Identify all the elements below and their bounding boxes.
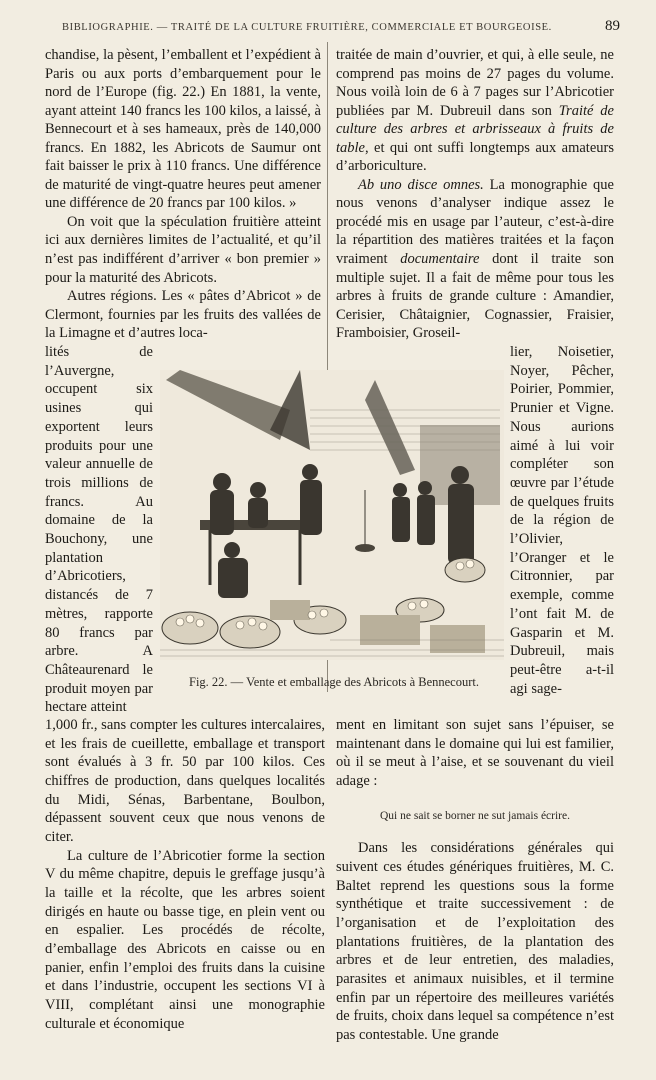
paragraph: Dans les considérations générales qui suivent ces études génériques fruitières, M. C. Baltet reprend les questions sous la forme synthétique et traite successivement : de l’organisation et de l’exploitation des plantations fruitières, de la plantation des arbres et de leur entretien, des maladies, parasites et animaux nuisibles, et il termine enfin par un répertoire des meilleures variétés de fruits, choix dans lequel sa compétence n’est pas contestable. Une grande <box>336 840 614 1043</box>
left-column <box>45 46 321 343</box>
paragraph: ment en limitant son sujet sans l’épuiser, se maintenant dans le domaine qui lui est familier, où il se meut à l’aise, et se souvenant du vieil adage : <box>336 717 614 789</box>
latin-lead: Ab uno disce omnes. <box>358 176 484 193</box>
text-run: , et qui ont suffi longtemps aux amateurs d’arboriculture. <box>336 139 614 175</box>
running-head: BIBLIOGRAPHIE. — TRAITÉ DE LA CULTURE FRUITIÈRE, COMMERCIALE ET BOURGEOISE. <box>62 22 552 33</box>
text-run: traitée de main d’ouvrier, et qui, à elle seule, ne comprend pas moins de 27 pages du volume. Nous voilà loin de 6 à 7 pages sur l’Abricotier publiées par M. Dubreuil dans son <box>336 47 614 119</box>
paragraph: 1,000 fr., sans compter les cultures intercalaires, et les frais de cueillette, emballage et transport sont évalués à 3 fr. 50 par 100 kilos. Ces chiffres de production, dans quelques localités du Midi, Sénas, Barbentane, Boulbon, dépassent souvent ceux que nous venons de citer. <box>45 717 325 845</box>
paragraph <box>336 176 614 343</box>
emphasis: documentaire <box>400 251 480 268</box>
page-header <box>36 18 620 40</box>
right-column <box>336 46 614 343</box>
paragraph: chandise, la pèsent, l’emballent et l’expédient à Paris ou aux ports d’embarquement pour le nord de l’Europe (fig. 22.) En 1881, la vente, ayant atteint 140 francs les 100 kilos, a laissé, à Bennecourt et à ses hameaux, près de 140,000 francs. En 1882, les Abricots de Saumur ont fait baisser le prix à 110 francs. Une différence de maturité de vingt-quatre heures peut amener une différence de 20 francs par 100 kilos. » <box>45 47 321 212</box>
engraving-svg <box>160 370 504 660</box>
right-wrap-text <box>510 343 614 698</box>
text-run: dont il traite son multiple sujet. Il a fait de même pour tous les arbres à fruits de grande culture : Amandier, Cerisier, Châtaignier, Cognassier, Fraisier, Framboisier, Groseil- <box>336 251 614 342</box>
book-title: Traité de culture des arbres et arbrisseaux à fruits de table <box>336 102 614 156</box>
paragraph: Autres régions. Les « pâtes d’Abricot » de Clermont, fournies par les fruits des vallées de la Limagne et d’autres loca- <box>45 288 321 342</box>
quotation: Qui ne sait se borner ne sut jamais écrire. <box>379 809 570 822</box>
paragraph: lier, Noisetier, Noyer, Pêcher, Poirier, Pommier, Prunier et Vigne. Nous aurions aimé à lui voir compléter son œuvre par l’étude de quelques fruits de la région de l’Olivier, l’Oranger et le Citronnier, par exemple, comme l’ont fait M. de Gasparin et M. Dubreuil, mais peut-être a-t-il agi sage- <box>510 344 614 697</box>
illustration-market-scene <box>160 370 504 660</box>
paragraph: On voit que la spéculation fruitière atteint ici aux dernières limites de l’actualité, et qu’il n’est pas indifférent d’arriver « bon premier » pour la maturité des Abricots. <box>45 213 321 286</box>
text-run: La monographie que nous venons d’analyser indique assez le procédé mis en usage par l’auteur, c’est-à-dire la répartition des matières traitées et la façon vraiment <box>336 176 614 268</box>
left-wrap-text <box>45 343 153 717</box>
paragraph: lités de l’Auvergne, occupent six usines qui exportent leurs produits pour une valeur annuelle de trois millions de francs. Au domaine de la Bouchony, une plantation d’Abricotiers, distancés de 7 mètres, rapporte 80 francs par arbre. A Châteaurenard le produit moyen par hectare atteint <box>45 344 153 716</box>
bottom-right-column <box>336 716 614 1045</box>
paragraph: La culture de l’Abricotier forme la section V du même chapitre, depuis le greffage jusqu’à la taille et la récolte, que les arbres soient dirigés en haute ou basse tige, en plein vent ou en espalier. Les procédés de récolte, d’emballage des Abricots en caisse ou en panier, enfin l’emploi des fruits dans la cuisine et dans l’industrie, occupent les sections VI à VIII, complétant ainsi une monographie culturale et économique <box>45 847 325 1032</box>
paragraph <box>336 46 614 176</box>
bottom-left-column <box>45 716 325 1033</box>
page-number: 89 <box>605 18 620 34</box>
figure-caption: Fig. 22. — Vente et emballage des Abricots à Bennecourt. <box>189 675 479 689</box>
